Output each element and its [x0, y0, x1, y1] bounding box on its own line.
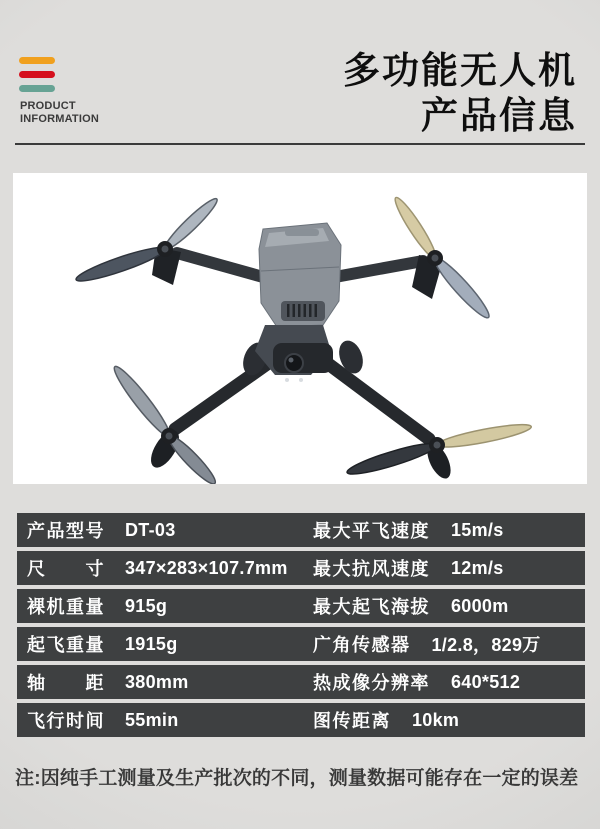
spec-label: 裸机重量: [27, 597, 105, 617]
brand-logo-stripes-icon: [19, 57, 55, 99]
spec-value: 640*512: [451, 671, 521, 692]
spec-value: 1/2.8，829万: [431, 635, 541, 655]
measurement-disclaimer: 注:因纯手工测量及生产批次的不同，测量数据可能存在一定的误差: [15, 768, 579, 789]
spec-value: 55min: [125, 709, 179, 730]
spec-label: 最大起飞海拔: [313, 597, 430, 617]
table-row: [17, 703, 585, 737]
drone-photo: [13, 173, 587, 484]
logo-caption-line2: INFORMATION: [20, 113, 99, 125]
page-title-line2: 产品信息: [421, 95, 577, 136]
logo-caption: [20, 100, 99, 126]
spec-table: [17, 513, 585, 741]
table-row: [17, 665, 585, 699]
spec-value: DT-03: [125, 519, 176, 540]
logo-caption-line1: PRODUCT: [20, 100, 76, 112]
spec-label: 最大抗风速度: [313, 559, 430, 579]
spec-value: 15m/s: [451, 519, 504, 540]
page-title: [343, 48, 577, 138]
spec-value: 347×283×107.7mm: [125, 557, 288, 578]
spec-value: 1915g: [125, 633, 178, 654]
spec-label: 最大平飞速度: [313, 521, 430, 541]
spec-label: 广角传感器: [313, 635, 411, 655]
product-photo-panel: [13, 173, 587, 484]
table-row: [17, 513, 585, 547]
spec-label: 飞行时间: [27, 711, 105, 731]
table-row: [17, 589, 585, 623]
spec-label: 尺 寸: [27, 559, 105, 579]
spec-value: 12m/s: [451, 557, 504, 578]
table-row: [17, 627, 585, 661]
spec-label: 产品型号: [27, 521, 105, 541]
logo-stripe-orange: [19, 57, 55, 64]
spec-value: 10km: [412, 709, 460, 730]
spec-value: 6000m: [451, 595, 509, 616]
spec-label: 轴 距: [27, 673, 105, 693]
table-row: [17, 551, 585, 585]
logo-stripe-teal: [19, 85, 55, 92]
header-divider: [15, 143, 585, 145]
page-title-line1: 多功能无人机: [343, 50, 577, 91]
spec-label: 图传距离: [313, 711, 391, 731]
spec-label: 起飞重量: [27, 635, 105, 655]
spec-label: 热成像分辨率: [313, 673, 430, 693]
spec-value: 915g: [125, 595, 168, 616]
logo-stripe-red: [19, 71, 55, 78]
spec-value: 380mm: [125, 671, 189, 692]
